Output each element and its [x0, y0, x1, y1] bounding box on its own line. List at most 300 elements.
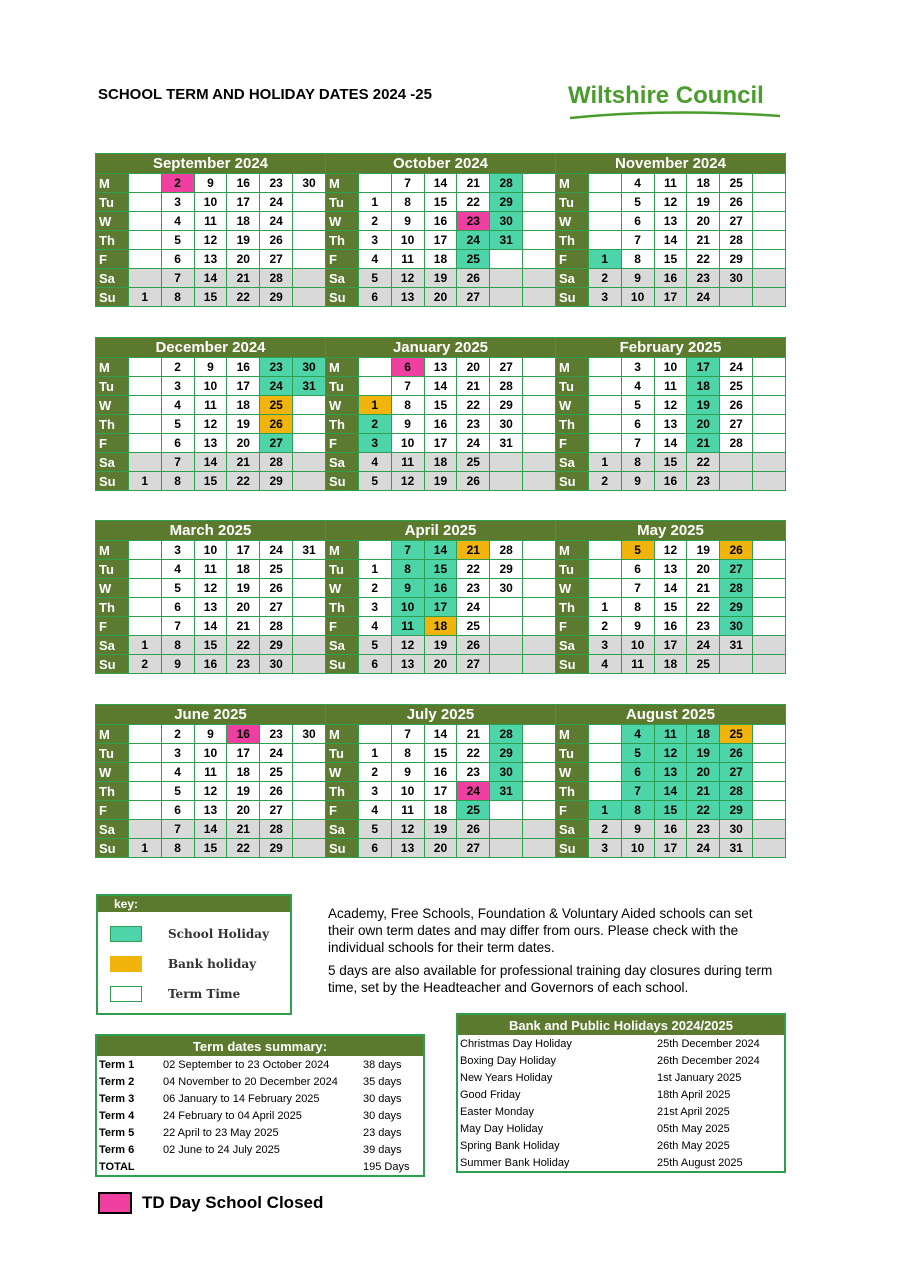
date-cell: 23: [687, 820, 720, 839]
date-cell: 27: [260, 598, 293, 617]
day-label: Tu: [556, 193, 589, 212]
date-cell: 1: [128, 839, 161, 858]
day-label: F: [556, 250, 589, 269]
date-cell: 27: [457, 839, 490, 858]
holiday-date: 26th May 2025: [657, 1139, 730, 1152]
date-cell: 12: [391, 472, 424, 491]
td-day-swatch: [98, 1192, 132, 1214]
date-cell: 18: [687, 377, 720, 396]
holiday-name: Easter Monday: [460, 1105, 534, 1118]
date-cell: 2: [358, 763, 391, 782]
key-label-term-time: Term Time: [168, 987, 241, 1001]
day-label: F: [326, 617, 359, 636]
date-cell: [128, 579, 161, 598]
date-cell: 11: [391, 453, 424, 472]
date-cell: [128, 725, 161, 744]
date-cell: 18: [227, 212, 260, 231]
date-cell: 26: [260, 415, 293, 434]
day-label: F: [96, 801, 129, 820]
date-cell: [523, 636, 556, 655]
date-cell: [753, 453, 786, 472]
date-cell: [588, 396, 621, 415]
date-cell: 19: [424, 472, 457, 491]
date-cell: [588, 434, 621, 453]
date-cell: 18: [687, 725, 720, 744]
date-cell: 10: [194, 744, 227, 763]
term-name: Term 2: [99, 1075, 135, 1088]
day-label: Su: [326, 472, 359, 491]
date-cell: 3: [358, 598, 391, 617]
date-cell: 15: [424, 560, 457, 579]
date-cell: 17: [424, 231, 457, 250]
month-title: June 2025: [96, 705, 326, 725]
date-cell: [753, 744, 786, 763]
date-cell: 29: [490, 744, 523, 763]
date-cell: 30: [293, 725, 326, 744]
month-title: April 2025: [326, 521, 556, 541]
date-cell: 6: [358, 288, 391, 307]
date-cell: [753, 763, 786, 782]
date-cell: 13: [391, 655, 424, 674]
date-cell: [588, 744, 621, 763]
date-cell: 17: [227, 541, 260, 560]
date-cell: 1: [588, 250, 621, 269]
date-cell: 15: [194, 288, 227, 307]
date-cell: 22: [687, 250, 720, 269]
date-cell: 9: [621, 269, 654, 288]
month-title: August 2025: [556, 705, 786, 725]
holiday-name: Boxing Day Holiday: [460, 1054, 556, 1067]
date-cell: 19: [424, 269, 457, 288]
date-cell: 20: [227, 434, 260, 453]
date-cell: 24: [260, 212, 293, 231]
date-cell: [753, 560, 786, 579]
month-calendar: [325, 704, 556, 858]
date-cell: 9: [161, 655, 194, 674]
date-cell: 21: [227, 820, 260, 839]
date-cell: 7: [391, 725, 424, 744]
date-cell: 3: [161, 541, 194, 560]
date-cell: 5: [621, 541, 654, 560]
day-label: F: [326, 250, 359, 269]
date-cell: 11: [194, 396, 227, 415]
date-cell: 16: [227, 174, 260, 193]
date-cell: 5: [161, 579, 194, 598]
term-summary-table: [95, 1034, 425, 1177]
date-cell: 21: [687, 231, 720, 250]
date-cell: 19: [424, 820, 457, 839]
date-cell: 10: [391, 782, 424, 801]
date-cell: 26: [260, 231, 293, 250]
day-label: W: [326, 396, 359, 415]
notes: [328, 905, 778, 1002]
td-day-legend: [98, 1192, 323, 1214]
date-cell: 20: [227, 250, 260, 269]
date-cell: [753, 231, 786, 250]
day-label: Su: [556, 655, 589, 674]
day-label: W: [96, 579, 129, 598]
date-cell: 1: [588, 453, 621, 472]
date-cell: 31: [490, 231, 523, 250]
date-cell: 19: [227, 415, 260, 434]
day-label: W: [556, 396, 589, 415]
term-days: 30 days: [363, 1092, 402, 1105]
holiday-date: 18th April 2025: [657, 1088, 731, 1101]
date-cell: 12: [654, 744, 687, 763]
date-cell: 24: [687, 636, 720, 655]
day-label: Th: [326, 231, 359, 250]
term-row: [96, 1158, 424, 1176]
date-cell: 24: [687, 288, 720, 307]
month-calendar: [325, 337, 556, 491]
date-cell: 30: [260, 655, 293, 674]
date-cell: 27: [260, 801, 293, 820]
date-cell: [128, 377, 161, 396]
date-cell: 19: [227, 231, 260, 250]
date-cell: 18: [424, 453, 457, 472]
day-label: Su: [326, 288, 359, 307]
date-cell: 10: [194, 541, 227, 560]
bank-holidays-table: [456, 1013, 786, 1173]
date-cell: [523, 763, 556, 782]
date-cell: 6: [161, 598, 194, 617]
date-cell: 2: [358, 415, 391, 434]
date-cell: 29: [260, 839, 293, 858]
day-label: Sa: [326, 820, 359, 839]
date-cell: 7: [391, 541, 424, 560]
date-cell: 1: [358, 744, 391, 763]
month-calendar: [555, 153, 786, 307]
date-cell: 3: [161, 744, 194, 763]
date-cell: 11: [621, 655, 654, 674]
date-cell: 2: [161, 358, 194, 377]
date-cell: [128, 358, 161, 377]
bank-holiday-swatch: [110, 956, 142, 972]
date-cell: 15: [194, 472, 227, 491]
date-cell: [490, 250, 523, 269]
date-cell: 6: [161, 434, 194, 453]
date-cell: [293, 250, 326, 269]
key-label-school-holiday: School Holiday: [168, 927, 270, 941]
date-cell: 19: [687, 744, 720, 763]
date-cell: 31: [293, 377, 326, 396]
date-cell: [523, 396, 556, 415]
holiday-date: 05th May 2025: [657, 1122, 730, 1135]
key-label-bank-holiday: Bank holiday: [168, 957, 257, 971]
day-label: Tu: [326, 377, 359, 396]
date-cell: 26: [720, 541, 753, 560]
date-cell: 29: [260, 636, 293, 655]
term-dates: 06 January to 14 February 2025: [163, 1092, 320, 1105]
day-label: M: [326, 541, 359, 560]
term-days: 35 days: [363, 1075, 402, 1088]
date-cell: 18: [424, 617, 457, 636]
date-cell: 4: [621, 174, 654, 193]
date-cell: 21: [227, 617, 260, 636]
day-label: W: [556, 763, 589, 782]
date-cell: 4: [358, 453, 391, 472]
date-cell: [128, 269, 161, 288]
date-cell: 26: [260, 782, 293, 801]
date-cell: [753, 396, 786, 415]
date-cell: 29: [490, 193, 523, 212]
month-title: September 2024: [96, 154, 326, 174]
day-label: Tu: [96, 193, 129, 212]
date-cell: 13: [194, 598, 227, 617]
date-cell: 29: [720, 598, 753, 617]
date-cell: 14: [424, 174, 457, 193]
date-cell: [293, 415, 326, 434]
date-cell: 1: [128, 472, 161, 491]
date-cell: 21: [457, 541, 490, 560]
date-cell: 14: [194, 820, 227, 839]
date-cell: 4: [358, 250, 391, 269]
date-cell: [523, 744, 556, 763]
day-label: M: [556, 725, 589, 744]
date-cell: 13: [654, 212, 687, 231]
date-cell: 9: [194, 358, 227, 377]
date-cell: 22: [687, 801, 720, 820]
date-cell: 8: [391, 744, 424, 763]
date-cell: [293, 472, 326, 491]
date-cell: [523, 782, 556, 801]
date-cell: [588, 782, 621, 801]
date-cell: 28: [720, 231, 753, 250]
day-label: Tu: [556, 560, 589, 579]
date-cell: [128, 782, 161, 801]
date-cell: [523, 377, 556, 396]
date-cell: 4: [161, 560, 194, 579]
date-cell: 8: [621, 453, 654, 472]
date-cell: [128, 820, 161, 839]
date-cell: 13: [654, 415, 687, 434]
date-cell: 8: [161, 288, 194, 307]
date-cell: 19: [424, 636, 457, 655]
term-dates: 02 June to 24 July 2025: [163, 1143, 280, 1156]
date-cell: 21: [457, 174, 490, 193]
date-cell: 14: [424, 377, 457, 396]
date-cell: [523, 269, 556, 288]
date-cell: 31: [293, 541, 326, 560]
day-label: F: [556, 801, 589, 820]
bank-holiday-row: [457, 1069, 785, 1086]
day-label: Th: [556, 415, 589, 434]
date-cell: [753, 636, 786, 655]
date-cell: 6: [358, 839, 391, 858]
date-cell: [753, 725, 786, 744]
day-label: Tu: [556, 744, 589, 763]
term-days: 23 days: [363, 1126, 402, 1139]
date-cell: 20: [424, 655, 457, 674]
date-cell: [490, 472, 523, 491]
date-cell: 3: [358, 434, 391, 453]
date-cell: 30: [720, 820, 753, 839]
date-cell: 16: [654, 472, 687, 491]
month-calendar: [555, 704, 786, 858]
term-row: [96, 1124, 424, 1141]
date-cell: 24: [260, 377, 293, 396]
day-label: M: [326, 174, 359, 193]
term-days: 195 Days: [363, 1160, 410, 1173]
date-cell: 9: [194, 725, 227, 744]
date-cell: 3: [588, 288, 621, 307]
day-label: Tu: [96, 560, 129, 579]
date-cell: [753, 820, 786, 839]
date-cell: [293, 655, 326, 674]
date-cell: [128, 434, 161, 453]
date-cell: [523, 434, 556, 453]
date-cell: 13: [194, 434, 227, 453]
date-cell: 11: [391, 801, 424, 820]
date-cell: 4: [588, 655, 621, 674]
date-cell: 19: [227, 579, 260, 598]
date-cell: 10: [621, 636, 654, 655]
date-cell: 19: [687, 193, 720, 212]
date-cell: 20: [424, 288, 457, 307]
date-cell: 6: [621, 763, 654, 782]
td-day-label: TD Day School Closed: [142, 1193, 324, 1212]
date-cell: 15: [654, 598, 687, 617]
day-label: Sa: [326, 453, 359, 472]
date-cell: 24: [687, 839, 720, 858]
date-cell: [523, 288, 556, 307]
date-cell: [490, 636, 523, 655]
date-cell: 27: [720, 212, 753, 231]
date-cell: [588, 763, 621, 782]
date-cell: 22: [687, 598, 720, 617]
date-cell: [293, 839, 326, 858]
date-cell: 7: [621, 579, 654, 598]
date-cell: 25: [720, 377, 753, 396]
term-row: [96, 1056, 424, 1073]
holiday-date: 21st April 2025: [657, 1105, 730, 1118]
date-cell: 29: [260, 288, 293, 307]
date-cell: [753, 839, 786, 858]
date-cell: [753, 174, 786, 193]
date-cell: 16: [424, 579, 457, 598]
date-cell: 28: [720, 579, 753, 598]
date-cell: [293, 598, 326, 617]
date-cell: 18: [227, 396, 260, 415]
date-cell: 17: [424, 598, 457, 617]
date-cell: 22: [227, 288, 260, 307]
date-cell: [128, 231, 161, 250]
date-cell: 20: [687, 560, 720, 579]
day-label: Su: [96, 472, 129, 491]
date-cell: 28: [490, 377, 523, 396]
date-cell: 27: [720, 763, 753, 782]
date-cell: 16: [424, 415, 457, 434]
date-cell: 13: [391, 839, 424, 858]
date-cell: 20: [227, 801, 260, 820]
date-cell: 22: [227, 472, 260, 491]
date-cell: 26: [457, 820, 490, 839]
date-cell: 23: [260, 358, 293, 377]
term-dates: 02 September to 23 October 2024: [163, 1058, 330, 1071]
date-cell: 21: [227, 269, 260, 288]
date-cell: [523, 231, 556, 250]
date-cell: 29: [720, 250, 753, 269]
month-title: July 2025: [326, 705, 556, 725]
date-cell: 16: [654, 617, 687, 636]
day-label: M: [326, 725, 359, 744]
date-cell: [490, 801, 523, 820]
date-cell: 28: [260, 820, 293, 839]
date-cell: 6: [161, 801, 194, 820]
date-cell: 21: [457, 377, 490, 396]
date-cell: 23: [687, 269, 720, 288]
date-cell: 5: [161, 782, 194, 801]
date-cell: [753, 415, 786, 434]
month-calendar: [95, 704, 326, 858]
date-cell: [128, 415, 161, 434]
date-cell: 18: [424, 250, 457, 269]
date-cell: 9: [621, 472, 654, 491]
date-cell: [523, 560, 556, 579]
date-cell: 23: [457, 763, 490, 782]
date-cell: [588, 231, 621, 250]
date-cell: 31: [720, 839, 753, 858]
date-cell: 30: [293, 174, 326, 193]
date-cell: 5: [358, 820, 391, 839]
date-cell: [753, 288, 786, 307]
date-cell: 25: [260, 763, 293, 782]
date-cell: 28: [720, 782, 753, 801]
date-cell: [588, 174, 621, 193]
date-cell: [588, 193, 621, 212]
date-cell: 20: [457, 358, 490, 377]
term-name: Term 6: [99, 1143, 135, 1156]
date-cell: 11: [194, 212, 227, 231]
date-cell: 14: [654, 579, 687, 598]
date-cell: 23: [687, 617, 720, 636]
date-cell: 14: [194, 617, 227, 636]
date-cell: 13: [391, 288, 424, 307]
date-cell: [128, 617, 161, 636]
date-cell: 30: [490, 763, 523, 782]
date-cell: [523, 820, 556, 839]
date-cell: [753, 541, 786, 560]
date-cell: 25: [720, 725, 753, 744]
date-cell: 30: [720, 617, 753, 636]
date-cell: [128, 598, 161, 617]
date-cell: 26: [260, 579, 293, 598]
date-cell: 28: [490, 541, 523, 560]
date-cell: [293, 763, 326, 782]
date-cell: 3: [358, 231, 391, 250]
date-cell: 30: [490, 579, 523, 598]
date-cell: 26: [720, 193, 753, 212]
date-cell: 31: [720, 636, 753, 655]
date-cell: [523, 541, 556, 560]
month-calendar: [325, 520, 556, 674]
school-holiday-swatch: [110, 926, 142, 942]
date-cell: 26: [720, 744, 753, 763]
date-cell: 21: [687, 579, 720, 598]
date-cell: [523, 415, 556, 434]
holiday-name: Good Friday: [460, 1088, 521, 1101]
day-label: F: [96, 434, 129, 453]
date-cell: 1: [128, 636, 161, 655]
date-cell: 23: [457, 415, 490, 434]
date-cell: 11: [194, 560, 227, 579]
date-cell: [293, 288, 326, 307]
date-cell: 16: [424, 212, 457, 231]
date-cell: 8: [161, 472, 194, 491]
date-cell: 17: [424, 782, 457, 801]
holiday-date: 25th August 2025: [657, 1156, 743, 1169]
date-cell: 3: [161, 193, 194, 212]
